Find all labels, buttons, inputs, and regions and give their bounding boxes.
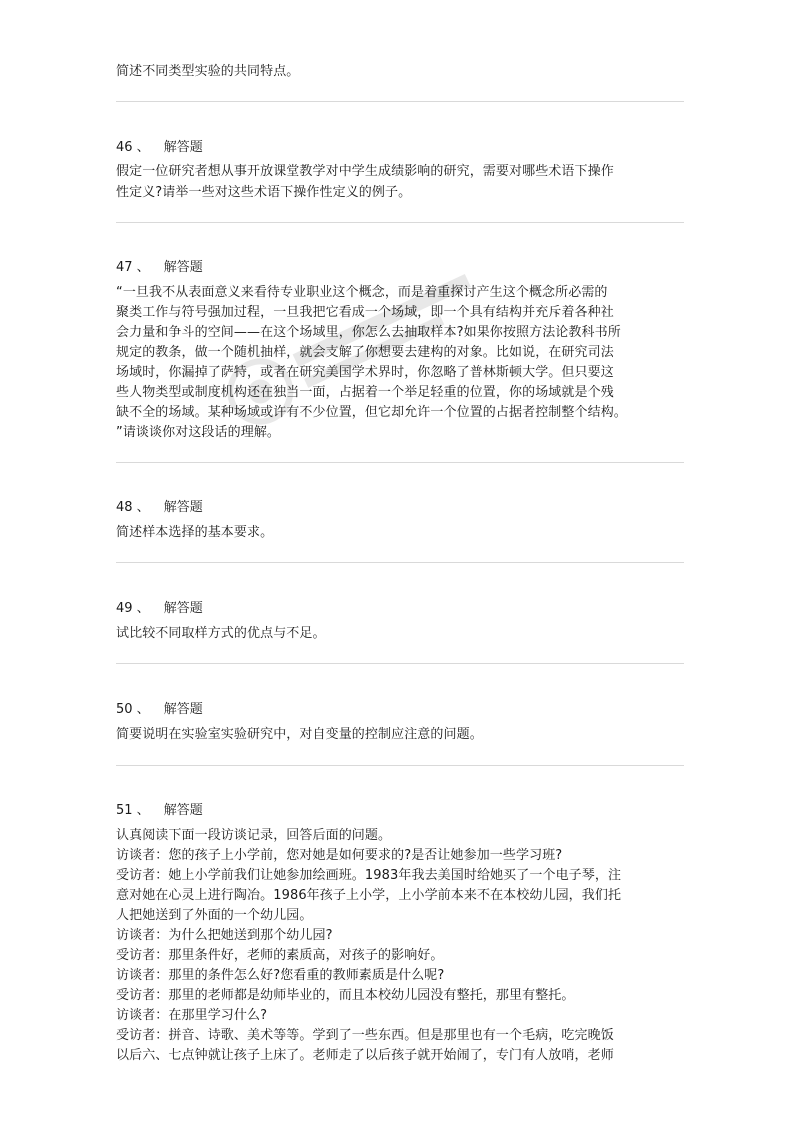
question-type: 解答题 <box>163 260 203 275</box>
question-text-line: 受访者：拼音、诗歌、美术等等。学到了一些东西。但是那里也有一个毛病，吃完晚饭 <box>116 1028 614 1043</box>
question-text-line: 认真阅读下面一段访谈记录，回答后面的问题。 <box>116 828 392 843</box>
question-number: 48 、 <box>116 500 150 515</box>
question-text-line: 意对她在心灵上进行陶冶。1986年孩子上小学，上小学前本来不在本校幼儿园，我们托 <box>116 888 622 903</box>
question-text-line: 简述样本选择的基本要求。 <box>116 525 274 540</box>
question-text-line: 人把她送到了外面的一个幼儿园。 <box>116 908 313 923</box>
question-text-line: 会力量和争斗的空间——在这个场域里，你怎么去抽取样本?如果你按照方法论教科书所 <box>116 325 621 340</box>
question-number: 51 、 <box>116 803 150 818</box>
question-header-49 <box>116 599 203 619</box>
question-text-line: 场域时，你漏掉了萨特，或者在研究美国学术界时，你忽略了普林斯顿大学。但只要这 <box>116 365 614 380</box>
question-text-line: 受访者：那里的老师都是幼师毕业的，而且本校幼儿园没有整托，那里有整托。 <box>116 988 575 1003</box>
divider <box>116 222 684 223</box>
question-text-line: ”请谈谈你对这段话的理解。 <box>116 425 281 440</box>
question-text-line: 试比较不同取样方式的优点与不足。 <box>116 626 326 641</box>
question-text-line: 以后六、七点钟就让孩子上床了。老师走了以后孩子就开始闹了，专门有人放哨，老师 <box>116 1048 614 1063</box>
question-header-46 <box>116 138 203 158</box>
question-type: 解答题 <box>163 500 203 515</box>
question-header-51 <box>116 801 203 821</box>
question-type: 解答题 <box>163 803 203 818</box>
question-text-line: 缺不全的场域。某种场域或许有不少位置，但它却允许一个位置的占据者控制整个结构。 <box>116 405 627 420</box>
question-number: 46 、 <box>116 140 150 155</box>
divider <box>116 765 684 766</box>
question-number: 49 、 <box>116 601 150 616</box>
question-header-47 <box>116 258 203 278</box>
question-type: 解答题 <box>163 601 203 616</box>
question-header-50 <box>116 700 203 720</box>
question-text-line: “一旦我不从表面意义来看待专业职业这个概念，而是着重探讨产生这个概念所必需的 <box>116 285 608 300</box>
question-text-line: 聚类工作与符号强加过程，一旦我把它看成一个场域，即一个具有结构并充斥着各种社 <box>116 305 614 320</box>
question-text-line: 访谈者：在那里学习什么? <box>116 1008 268 1023</box>
question-text-line: 访谈者：您的孩子上小学前，您对她是如何要求的?是否让她参加一些学习班? <box>116 848 563 863</box>
divider <box>116 101 684 102</box>
question-number: 47 、 <box>116 260 150 275</box>
question-header-48 <box>116 498 203 518</box>
question-type: 解答题 <box>163 702 203 717</box>
intro-text: 简述不同类型实验的共同特点。 <box>116 64 300 79</box>
question-text-line: 假定一位研究者想从事开放课堂教学对中学生成绩影响的研究，需要对哪些术语下操作 <box>116 164 614 179</box>
question-text-line: 些人物类型或制度机构还在独当一面，占据着一个举足轻重的位置，你的场域就是个残 <box>116 385 614 400</box>
question-text-line: 访谈者：那里的条件怎么好?您看重的教师素质是什么呢? <box>116 968 445 983</box>
question-text-line: 受访者：她上小学前我们让她参加绘画班。1983年我去美国时给她买了一个电子琴，注 <box>116 868 622 883</box>
question-text-line: 性定义?请举一些对这些术语下操作性定义的例子。 <box>116 185 412 200</box>
question-number: 50 、 <box>116 702 150 717</box>
divider <box>116 562 684 563</box>
question-text-line: 访谈者：为什么把她送到那个幼儿园? <box>116 928 333 943</box>
divider <box>116 663 684 664</box>
question-text-line: 规定的教条，做一个随机抽样，就会支解了你想要去建构的对象。比如说，在研究司法 <box>116 345 614 360</box>
question-text-line: 受访者：那里条件好，老师的素质高，对孩子的影响好。 <box>116 948 444 963</box>
question-type: 解答题 <box>163 140 203 155</box>
divider <box>116 462 684 463</box>
question-text-line: 简要说明在实验室实验研究中，对自变量的控制应注意的问题。 <box>116 727 483 742</box>
